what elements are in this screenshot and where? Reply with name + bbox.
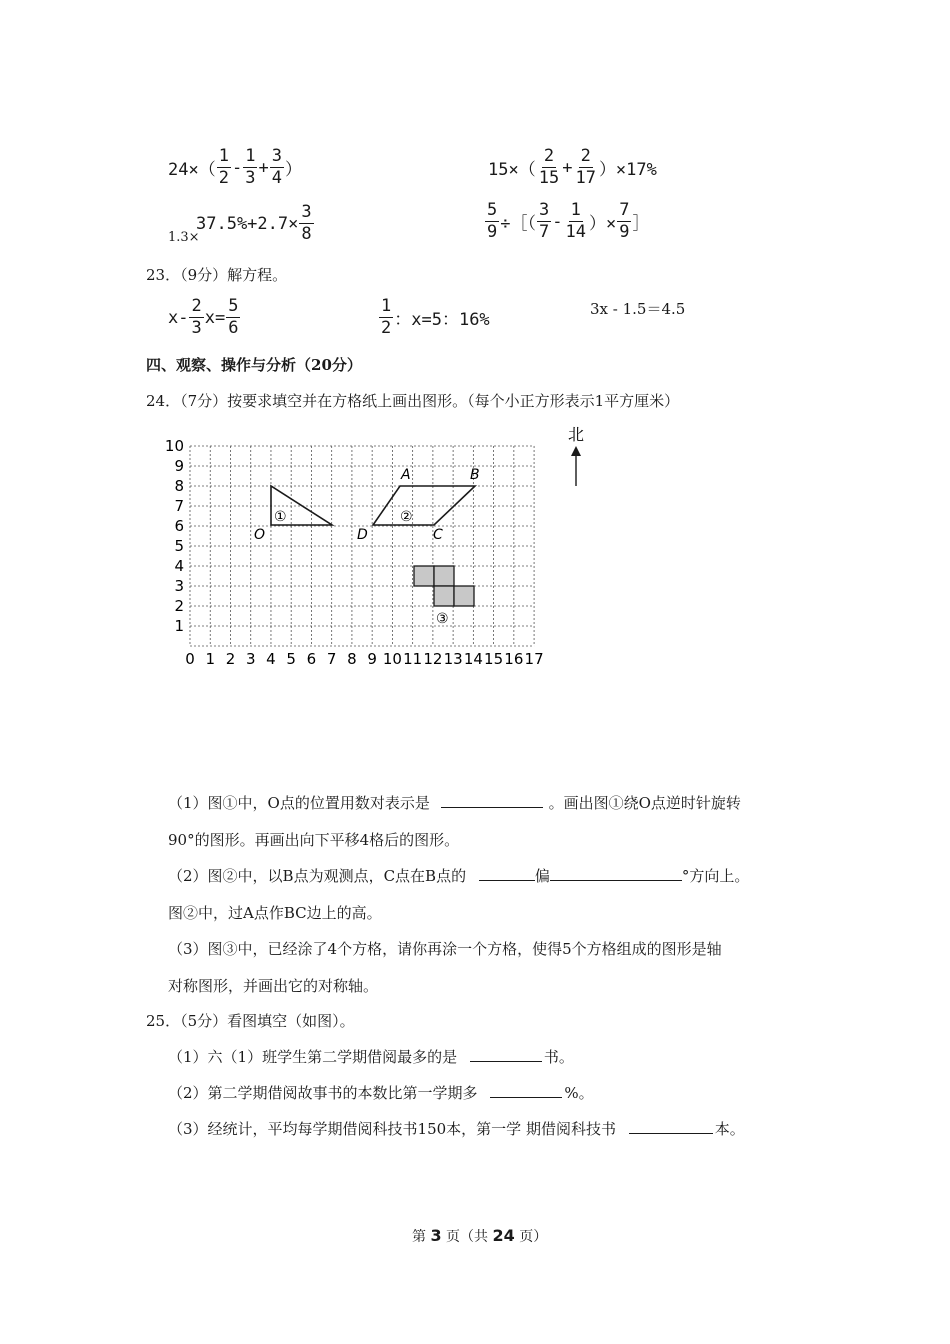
page-footer: 第 3 页（共 24 页）	[412, 1226, 548, 1245]
x-tick-label: 16	[504, 650, 524, 668]
fraction: $\frac{3}{4}$	[271, 146, 282, 188]
x-tick-label: 1	[205, 650, 216, 668]
x-tick-label: 3	[245, 650, 256, 668]
x-tick-label: 13	[443, 650, 463, 668]
shaded-square	[434, 566, 454, 586]
q24-part-1: （1）图①中，O点的位置用数对表示是 。画出图①绕O点逆时针旋转	[168, 794, 741, 812]
fraction: $\frac{1}{14}$	[565, 200, 586, 242]
shape-label-3: ③	[436, 611, 449, 627]
q22-expression-2: 15×（ $\frac{2}{15}$ + $\frac{2}{17}$ ）×17%	[488, 146, 657, 188]
x-tick-label: 9	[367, 650, 377, 668]
q24-part-3: （3）图③中，已经涂了4个方格，请你再涂一个方格，使得5个方格组成的图形是轴	[168, 940, 722, 958]
point-label-d: D	[357, 527, 368, 543]
grid-lines	[190, 446, 534, 646]
x-tick-label: 4	[266, 650, 276, 668]
y-tick-label: 1	[174, 617, 184, 635]
q24-part-2: （2）图②中，以B点为观测点，C点在B点的 偏 °方向上。	[168, 867, 750, 885]
x-tick-label: 8	[347, 650, 357, 668]
y-tick-label: 6	[174, 517, 184, 535]
x-tick-label: 10	[382, 650, 402, 668]
answer-blank[interactable]	[550, 866, 682, 881]
point-label-o: O	[254, 527, 266, 543]
y-axis-labels	[165, 437, 184, 635]
fraction: $\frac{7}{9}$	[619, 200, 630, 242]
section-heading: 四、观察、操作与分析（20分）	[146, 356, 362, 374]
parallelogram-shape-2	[373, 486, 475, 525]
q22-expression-4: $\frac{5}{9}$ ÷［（ $\frac{3}{7}$ - $\frac{1}{14}$ ）× $\frac{7}{9}$ ］	[487, 200, 650, 242]
north-arrow-head-icon	[571, 446, 581, 456]
x-tick-label: 7	[326, 650, 337, 668]
grid-figure	[150, 420, 620, 670]
answer-blank[interactable]	[479, 866, 535, 881]
shaded-square	[454, 586, 474, 606]
point-label-c: C	[433, 527, 443, 543]
answer-blank[interactable]	[470, 1047, 542, 1062]
q23-equation-3: 3x - 1.5＝4.5	[590, 300, 686, 318]
x-tick-label: 2	[225, 650, 236, 668]
q22-expression-3: 37.5%+2.7× $\frac{3}{8}$	[196, 202, 312, 244]
q22-expression-3-prefix: 1.3×	[168, 230, 200, 245]
shape-label-1: ①	[274, 509, 287, 525]
q23-equation-2: $\frac{1}{2}$ ：x=5：16%	[381, 296, 490, 338]
y-tick-label: 9	[174, 457, 184, 475]
x-tick-label: 6	[306, 650, 317, 668]
fraction: $\frac{1}{2}$	[218, 146, 229, 188]
y-tick-label: 4	[174, 557, 184, 575]
y-tick-label: 8	[174, 477, 184, 495]
fraction: $\frac{2}{15}$	[538, 146, 560, 188]
y-tick-label: 5	[174, 537, 184, 555]
x-tick-label: 17	[524, 650, 544, 668]
q23-equation-1: x- $\frac{2}{3}$ x= $\frac{5}{6}$	[168, 296, 239, 338]
x-tick-label: 5	[286, 650, 296, 668]
q25-title: 25．（5分）看图填空（如图）。	[146, 1012, 355, 1030]
q24-part-1-cont: 90°的图形。再画出向下平移4格后的图形。	[168, 831, 460, 849]
x-axis-labels	[185, 650, 543, 668]
fraction: $\frac{5}{9}$	[487, 200, 498, 242]
y-tick-label: 10	[164, 437, 184, 455]
y-tick-label: 2	[174, 597, 184, 615]
x-tick-label: 0	[185, 650, 195, 668]
shaded-square	[434, 586, 454, 606]
fraction: $\frac{1}{3}$	[245, 146, 256, 188]
q24-part-2-cont: 图②中，过A点作BC边上的高。	[168, 904, 382, 922]
fraction: $\frac{2}{3}$	[191, 296, 202, 338]
fraction: $\frac{2}{17}$	[575, 146, 596, 188]
q24-part-3-cont: 对称图形，并画出它的对称轴。	[168, 977, 379, 995]
q24-title: 24．（7分）按要求填空并在方格纸上画出图形。（每个小正方形表示1平方厘米）	[146, 392, 680, 410]
fraction: $\frac{5}{6}$	[228, 296, 239, 338]
q23-title: 23．（9分）解方程。	[146, 266, 288, 284]
q25-part-1: （1）六（1）班学生第二学期借阅最多的是 书。	[168, 1048, 574, 1066]
fraction: $\frac{3}{7}$	[539, 200, 550, 242]
shape-label-2: ②	[400, 509, 413, 525]
x-tick-label: 15	[484, 650, 504, 668]
q22-expression-1: 24×（ $\frac{1}{2}$ - $\frac{1}{3}$ + $\frac{3}{4}$ ）	[168, 146, 302, 188]
answer-blank[interactable]	[441, 793, 543, 808]
x-tick-label: 11	[403, 650, 423, 668]
y-tick-label: 3	[174, 577, 184, 595]
point-label-b: B	[470, 467, 480, 483]
shaded-square	[414, 566, 434, 586]
answer-blank[interactable]	[629, 1119, 713, 1134]
q25-part-2: （2）第二学期借阅故事书的本数比第一学期多 %。	[168, 1084, 594, 1102]
y-tick-label: 7	[174, 497, 184, 515]
fraction: $\frac{3}{8}$	[301, 202, 312, 244]
point-label-a: A	[401, 467, 411, 483]
fraction: $\frac{1}{2}$	[381, 296, 392, 338]
x-tick-label: 12	[423, 650, 443, 668]
x-tick-label: 14	[463, 650, 483, 668]
answer-blank[interactable]	[490, 1083, 562, 1098]
north-label: 北	[568, 425, 585, 444]
q25-part-3: （3）经统计，平均每学期借阅科技书150本，第一学 期借阅科技书 本。	[168, 1120, 745, 1138]
